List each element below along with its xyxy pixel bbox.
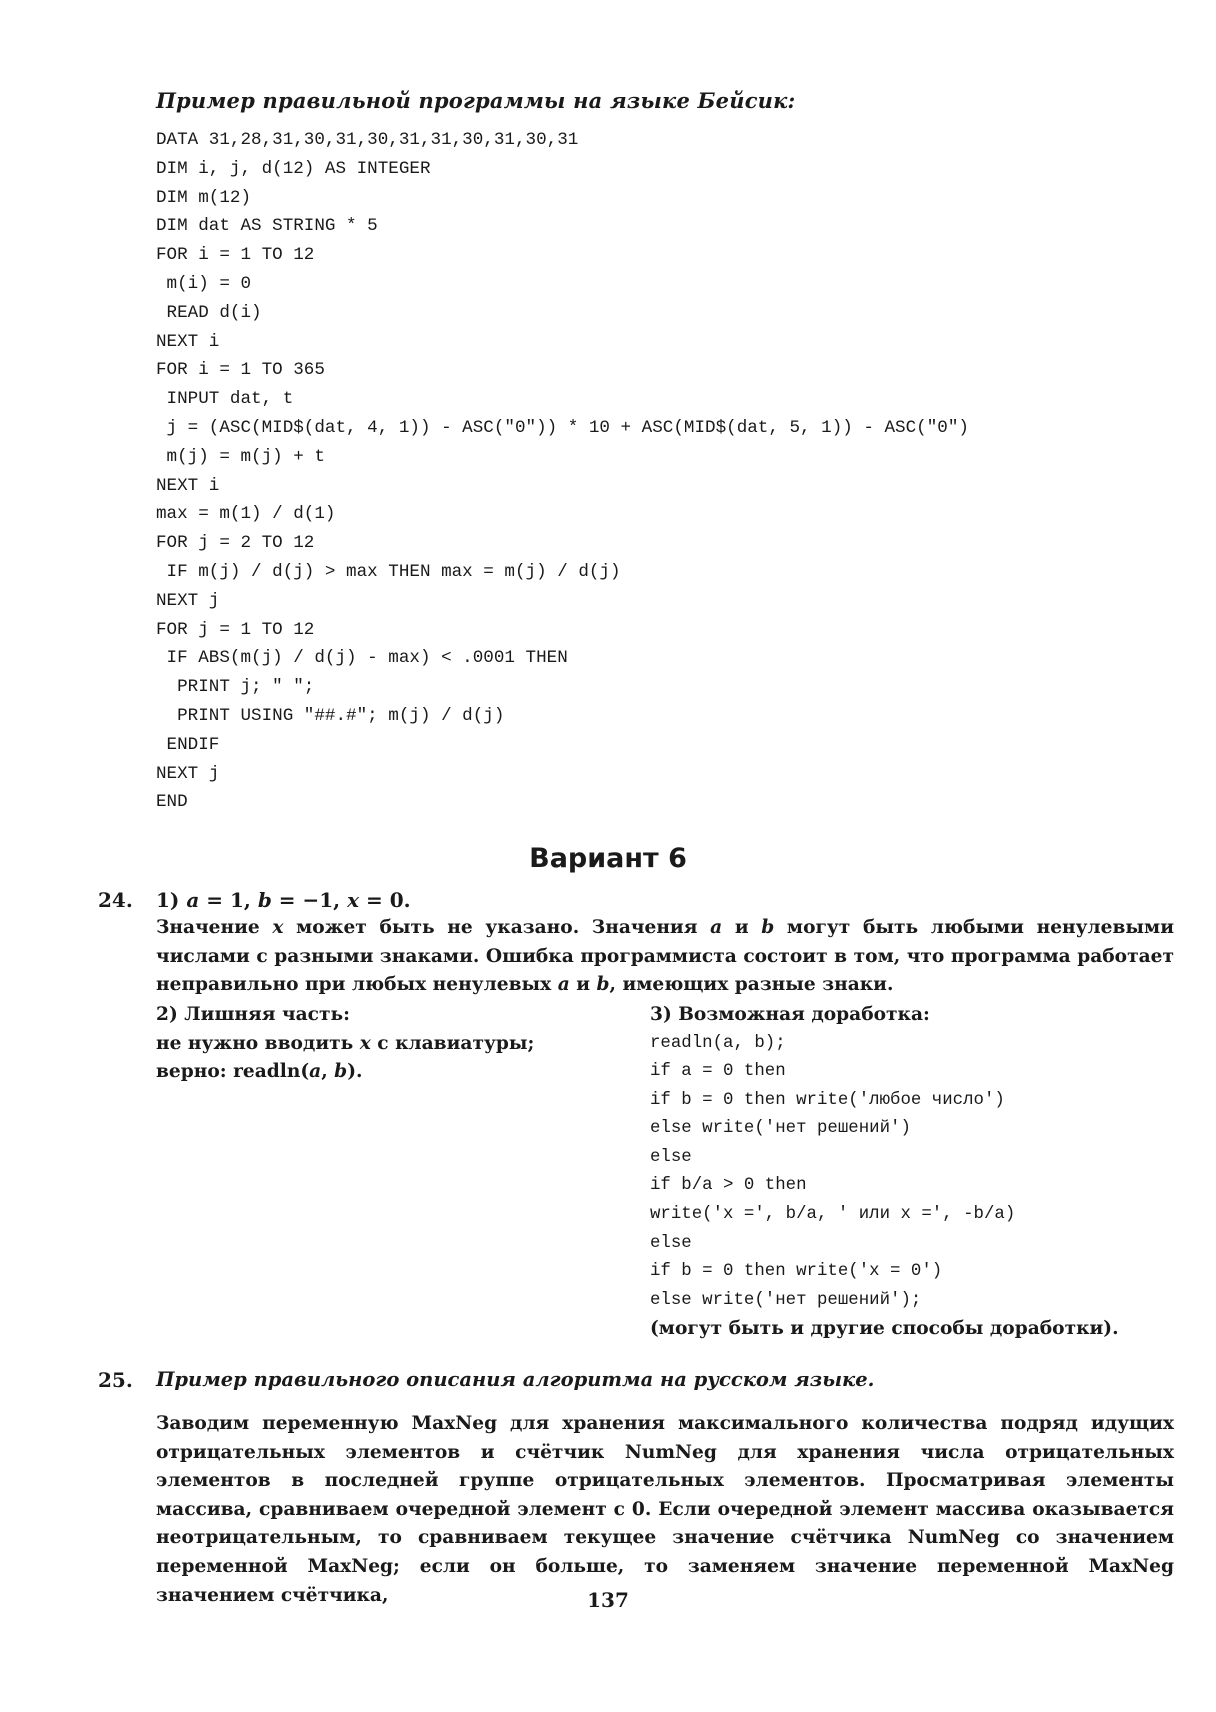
text-run: ).	[347, 1061, 363, 1082]
q24-answer-line	[156, 888, 411, 912]
var-a: a	[710, 917, 723, 938]
q24-right-column	[650, 1001, 1190, 1344]
q24-answer-eq2: = −1,	[271, 888, 348, 912]
code-line: NEXT i	[156, 331, 220, 352]
code-line: readln(a, b);	[650, 1033, 786, 1053]
text-run: может быть не указано. Значения	[283, 917, 711, 938]
extra-part-line-2	[156, 1058, 636, 1087]
question-number-25: 25.	[98, 1368, 133, 1392]
extra-part-header: 2) Лишняя часть:	[156, 1004, 350, 1025]
code-line: if b = 0 then write('x = 0')	[650, 1262, 943, 1282]
code-line: END	[156, 792, 188, 813]
extra-part-line-1	[156, 1030, 636, 1059]
page-number: 137	[587, 1588, 629, 1612]
code-line: DATA 31,28,31,30,31,30,31,31,30,31,30,31	[156, 130, 579, 150]
pascal-code-block	[650, 1030, 1190, 1316]
text-run: Значение	[156, 917, 273, 938]
var-b: b	[596, 974, 610, 995]
code-line: max = m(1) / d(1)	[156, 504, 336, 525]
fix-footer-note: (могут быть и другие способы доработки).	[650, 1318, 1119, 1340]
var-a: a	[309, 1061, 322, 1082]
q24-answer-prefix: 1)	[156, 888, 187, 912]
code-line: FOR j = 2 TO 12	[156, 533, 315, 554]
q24-explanation	[156, 914, 1174, 1000]
text-run: с клавиатуры;	[370, 1032, 535, 1054]
var-b: b	[257, 888, 272, 912]
code-line: FOR i = 1 TO 12	[156, 245, 315, 266]
code-line: NEXT i	[156, 475, 220, 496]
code-line: IF ABS(m(j) / d(j) - max) < .0001 THEN	[156, 648, 568, 669]
text-run: верно: readln(	[156, 1061, 310, 1082]
q25-paragraph: Заводим переменную MaxNeg для хранения максимального количества подряд идущих отрицательных элементов и счётчик NumNeg для хранения числа отрицательных элементов в последней группе отрицательных элементов. Просматривая элементы массива, сравниваем очередной элемент с 0. Если очередной элемент массива оказывается неотрицательным, то сравниваем текущее значение счётчика NumNeg со значением переменной MaxNeg; если он больше, то заменяем значение переменной MaxNeg значением счётчика,	[156, 1413, 1174, 1606]
var-x: x	[272, 917, 284, 938]
code-line: ENDIF	[156, 734, 220, 755]
question-number-24: 24.	[98, 888, 133, 912]
var-a: a	[186, 888, 200, 912]
code-line: m(j) = m(j) + t	[156, 446, 325, 467]
var-a: a	[557, 974, 570, 995]
text-run: могут быть любыми ненулевыми числами с разными знаками. Ошибка программиста состоит в том, что программа работает неправильно при любых ненулевых	[156, 917, 1174, 995]
var-x: x	[359, 1032, 371, 1054]
code-line: DIM m(12)	[156, 187, 252, 208]
code-line: j = (ASC(MID$(dat, 4, 1)) - ASC("0")) * 10 + ASC(MID$(dat, 5, 1)) - ASC("0")	[156, 417, 969, 438]
basic-example-title: Пример правильной программы на языке Бейсик:	[156, 88, 796, 113]
var-b: b	[761, 917, 775, 938]
code-line: PRINT j; " ";	[156, 677, 315, 698]
text-run: и	[722, 917, 762, 938]
q24-answer-eq1: = 1,	[199, 888, 258, 912]
code-line: if b/a > 0 then	[650, 1176, 807, 1196]
code-line: if a = 0 then	[650, 1062, 786, 1082]
code-line: IF m(j) / d(j) > max THEN max = m(j) / d(j)	[156, 561, 621, 582]
code-line: else	[650, 1233, 692, 1253]
basic-code-block	[156, 126, 969, 817]
code-line: else	[650, 1147, 692, 1167]
code-line: else write('нет решений')	[650, 1119, 911, 1139]
q24-left-column	[156, 1001, 636, 1087]
code-line: else write('нет решений');	[650, 1290, 922, 1310]
var-b: b	[334, 1061, 348, 1082]
code-line: write('x =', b/a, ' или x =', -b/a)	[650, 1205, 1016, 1225]
fix-header: 3) Возможная доработка:	[650, 1004, 930, 1025]
code-line: FOR i = 1 TO 365	[156, 360, 325, 381]
text-run: не нужно вводить	[156, 1032, 360, 1054]
text-run: , имеющих разные знаки.	[609, 974, 894, 995]
code-line: DIM i, j, d(12) AS INTEGER	[156, 158, 431, 179]
q25-title: Пример правильного описания алгоритма на русском языке.	[156, 1368, 875, 1391]
text-run: ,	[321, 1061, 335, 1082]
var-x: x	[347, 888, 360, 912]
code-line: m(i) = 0	[156, 273, 252, 294]
variant-heading: Вариант 6	[529, 843, 687, 874]
code-line: PRINT USING "##.#"; m(j) / d(j)	[156, 705, 505, 726]
code-line: if b = 0 then write('любое число')	[650, 1090, 1005, 1110]
code-line: INPUT dat, t	[156, 389, 294, 410]
code-line: FOR j = 1 TO 12	[156, 619, 315, 640]
text-run: и	[569, 974, 597, 995]
code-line: NEXT j	[156, 590, 220, 611]
code-line: NEXT j	[156, 763, 220, 784]
q24-answer-eq3: = 0.	[359, 888, 411, 912]
code-line: DIM dat AS STRING * 5	[156, 216, 378, 237]
code-line: READ d(i)	[156, 302, 262, 323]
